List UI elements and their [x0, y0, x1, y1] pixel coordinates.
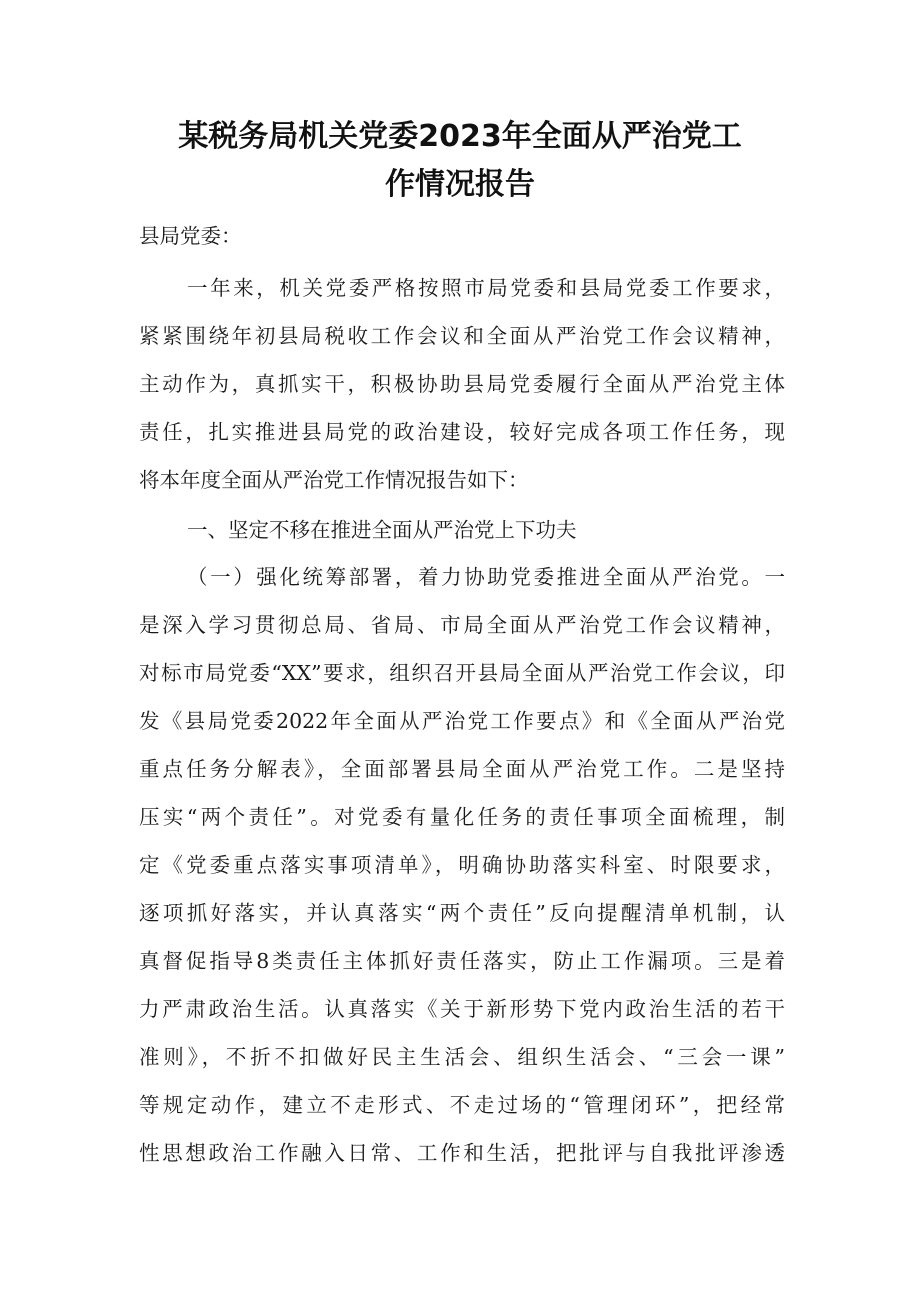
para1-line-11: 准则》，不折不扣做好民主生活会、组织生活会、“三会一课” — [139, 1045, 785, 1069]
para1-line-5: 重点任务分解表》，全面部署县局全面从严治党工作。二是坚持 — [139, 757, 785, 781]
para1-line-4: 发《县局党委2022年全面从严治党工作要点》和《全面从严治党 — [139, 709, 785, 733]
intro-line-1: 一年来，机关党委严格按照市局党委和县局党委工作要求， — [187, 276, 785, 300]
para1-line-1: （一）强化统筹部署，着力协助党委推进全面从严治党。一 — [187, 565, 785, 589]
para1-line-7: 定《党委重点落实事项清单》，明确协助落实科室、时限要求， — [139, 853, 785, 877]
document-title-line-2: 作情况报告 — [385, 167, 535, 202]
intro-line-3: 主动作为，真抓实干，积极协助县局党委履行全面从严治党主体 — [139, 372, 785, 396]
para1-line-8: 逐项抓好落实，并认真落实“两个责任”反向提醒清单机制，认 — [139, 901, 785, 925]
salutation: 县局党委： — [139, 224, 242, 248]
intro-line-5: 将本年度全面从严治党工作情况报告如下： — [139, 468, 529, 492]
document-title-line-1: 某税务局机关党委2023年全面从严治党工 — [178, 119, 742, 154]
intro-line-2: 紧紧围绕年初县局税收工作会议和全面从严治党工作会议精神， — [139, 324, 785, 348]
para1-line-12: 等规定动作，建立不走形式、不走过场的“管理闭环”，把经常 — [139, 1093, 785, 1117]
para1-line-2: 是深入学习贯彻总局、省局、市局全面从严治党工作会议精神， — [139, 613, 785, 637]
para1-line-10: 力严肃政治生活。认真落实《关于新形势下党内政治生活的若干 — [139, 997, 785, 1021]
para1-line-13: 性思想政治工作融入日常、工作和生活，把批评与自我批评渗透 — [139, 1141, 785, 1165]
para1-line-9: 真督促指导8类责任主体抓好责任落实，防止工作漏项。三是着 — [139, 949, 785, 973]
para1-line-6: 压实“两个责任”。对党委有量化任务的责任事项全面梳理，制 — [139, 805, 785, 829]
intro-line-4: 责任，扎实推进县局党的政治建设，较好完成各项工作任务，现 — [139, 420, 785, 444]
para1-line-3: 对标市局党委“XX”要求，组织召开县局全面从严治党工作会议，印 — [139, 661, 785, 685]
section-heading-1: 一、坚定不移在推进全面从严治党上下功夫 — [187, 518, 577, 542]
